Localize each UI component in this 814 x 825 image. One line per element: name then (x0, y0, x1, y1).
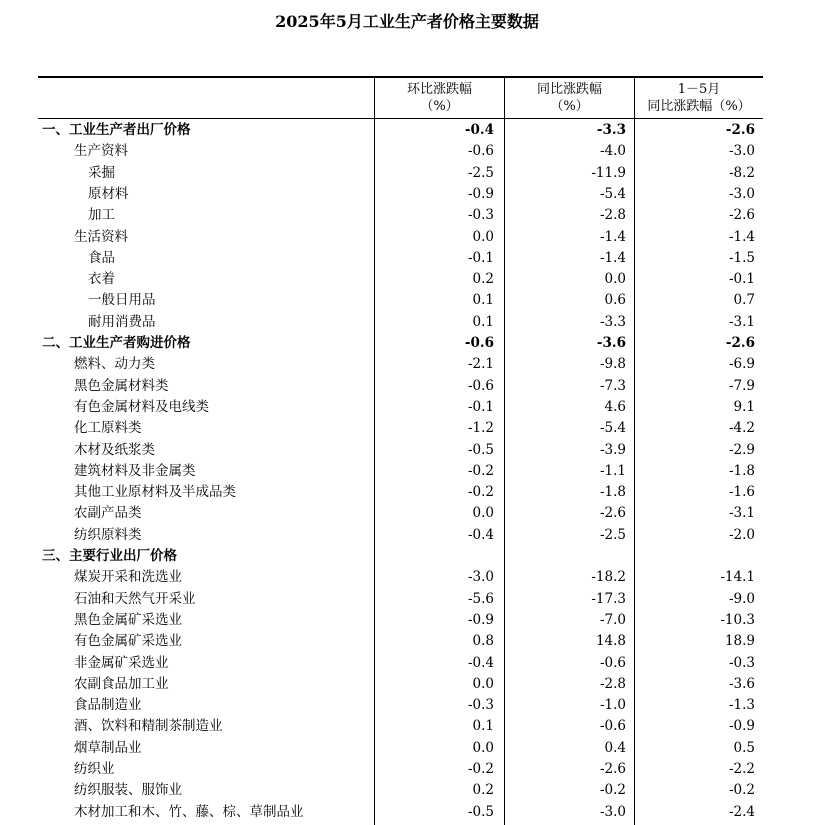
row-mom-value: -0.4 (467, 526, 494, 543)
table-row (38, 716, 763, 737)
row-yoy-value: -11.9 (591, 164, 626, 181)
table-row (38, 227, 763, 248)
row-label: 生活资料 (74, 228, 128, 245)
table-row (38, 312, 763, 333)
row-ytd-value: -1.6 (728, 484, 755, 501)
row-mom-value: 0.0 (472, 739, 494, 756)
table-top-rule (38, 76, 763, 78)
row-yoy-value: 0.0 (604, 271, 626, 288)
row-yoy-value: -1.4 (599, 228, 626, 245)
row-yoy-value: -1.4 (599, 249, 626, 266)
row-ytd-value: -8.2 (728, 164, 755, 181)
row-ytd-value: -7.9 (728, 377, 755, 394)
row-mom-value: 0.1 (472, 313, 494, 330)
row-yoy-value: -0.2 (599, 782, 626, 799)
row-ytd-value: -1.3 (728, 697, 755, 714)
row-yoy-value: -3.6 (596, 335, 626, 351)
row-label: 木材及纸浆类 (74, 441, 155, 458)
row-label: 二、工业生产者购进价格 (42, 335, 191, 351)
row-mom-value: -5.6 (467, 590, 494, 607)
table-row (38, 738, 763, 759)
row-label: 有色金属材料及电线类 (74, 398, 209, 415)
table-row (38, 567, 763, 588)
row-yoy-value: -7.3 (599, 377, 626, 394)
row-mom-value: 0.1 (472, 292, 494, 309)
table-row (38, 525, 763, 546)
table-row (38, 674, 763, 695)
row-mom-value: -3.0 (467, 569, 494, 586)
row-yoy-value: -0.6 (599, 654, 626, 671)
table-row (38, 631, 763, 652)
row-yoy-value: -0.6 (599, 718, 626, 735)
row-ytd-value: 0.5 (733, 739, 755, 756)
table-row (38, 482, 763, 503)
row-mom-value: 0.0 (472, 505, 494, 522)
table-row (38, 205, 763, 226)
row-yoy-value: 4.6 (604, 398, 626, 415)
row-yoy-value: -5.4 (599, 185, 626, 202)
row-yoy-value: -7.0 (599, 611, 626, 628)
row-ytd-value: -0.2 (728, 782, 755, 799)
header-mom-unit: （%） (420, 99, 459, 114)
table-row (38, 141, 763, 162)
row-mom-value: -0.2 (467, 484, 494, 501)
table-row (38, 589, 763, 610)
row-label: 黑色金属矿采选业 (74, 611, 182, 628)
row-label: 非金属矿采选业 (74, 654, 169, 671)
row-label: 原材料 (88, 185, 129, 202)
table-row (38, 397, 763, 418)
row-mom-value: -0.6 (467, 377, 494, 394)
row-ytd-value: -6.9 (728, 356, 755, 373)
row-yoy-value: -3.9 (599, 441, 626, 458)
row-ytd-value: -2.0 (728, 526, 755, 543)
table-row (38, 269, 763, 290)
row-yoy-value: -1.0 (599, 697, 626, 714)
row-label: 煤炭开采和洗选业 (74, 569, 182, 586)
row-ytd-value: -1.8 (728, 462, 755, 479)
row-label: 木材加工和木、竹、藤、棕、草制品业 (74, 803, 304, 820)
row-ytd-value: -3.0 (728, 185, 755, 202)
row-label: 生产资料 (74, 143, 128, 160)
table-row (38, 354, 763, 375)
row-mom-value: 0.0 (472, 675, 494, 692)
row-ytd-value: -10.3 (720, 611, 755, 628)
row-label: 燃料、动力类 (74, 356, 155, 373)
row-label: 建筑材料及非金属类 (74, 462, 196, 479)
row-yoy-value: -2.8 (599, 675, 626, 692)
row-mom-value: -1.2 (467, 420, 494, 437)
row-label: 农副产品类 (74, 505, 142, 522)
row-label: 纺织业 (74, 761, 115, 777)
row-label: 黑色金属材料类 (74, 377, 169, 394)
row-ytd-value: 0.7 (733, 292, 755, 309)
row-label: 一、工业生产者出厂价格 (42, 122, 191, 138)
row-ytd-value: -4.2 (728, 420, 755, 437)
row-label: 农副食品加工业 (74, 675, 169, 692)
row-label: 加工 (88, 207, 115, 224)
row-ytd-value: -14.1 (720, 569, 755, 586)
row-ytd-value: -0.3 (728, 654, 755, 671)
header-mom (375, 81, 504, 115)
row-mom-value: -0.6 (467, 143, 494, 160)
row-yoy-value: -2.6 (599, 505, 626, 522)
row-mom-value: -0.1 (467, 398, 494, 415)
table-row (38, 802, 763, 823)
row-label: 纺织服装、服饰业 (74, 782, 182, 799)
table-row (38, 376, 763, 397)
row-yoy-value: -2.6 (599, 761, 626, 777)
table-row (38, 290, 763, 311)
row-mom-value: -0.5 (467, 441, 494, 458)
row-ytd-value: -1.5 (728, 249, 755, 266)
row-ytd-value: -9.0 (728, 590, 755, 607)
row-yoy-value: -3.3 (596, 122, 626, 138)
header-yoy-title: 同比涨跌幅 (536, 82, 602, 97)
header-ytd-period: 1－5月 (677, 82, 721, 97)
row-ytd-value: 9.1 (733, 398, 755, 415)
table-row (38, 503, 763, 524)
row-yoy-value: -4.0 (599, 143, 626, 160)
table-row (38, 333, 763, 354)
row-label: 耐用消费品 (88, 313, 156, 330)
row-yoy-value: -9.8 (599, 356, 626, 373)
row-ytd-value: -2.4 (728, 803, 755, 820)
table-row (38, 461, 763, 482)
row-mom-value: -0.9 (467, 611, 494, 628)
row-label: 石油和天然气开采业 (74, 590, 196, 607)
row-yoy-value: 0.4 (604, 739, 626, 756)
table-row (38, 695, 763, 716)
row-label: 食品制造业 (74, 697, 142, 714)
row-yoy-value: -5.4 (599, 420, 626, 437)
table-row (38, 653, 763, 674)
row-label: 衣着 (88, 271, 115, 288)
row-label: 烟草制品业 (74, 739, 142, 756)
table-row (38, 610, 763, 631)
row-ytd-value: -2.2 (728, 761, 755, 777)
row-yoy-value: 0.6 (604, 292, 626, 309)
row-label: 一般日用品 (88, 292, 156, 309)
row-ytd-value: -3.6 (728, 675, 755, 692)
row-mom-value: 0.1 (472, 718, 494, 735)
row-ytd-value: -2.9 (728, 441, 755, 458)
table-row (38, 546, 763, 567)
row-mom-value: -0.3 (467, 697, 494, 714)
row-label: 化工原料类 (74, 420, 142, 437)
row-yoy-value: -18.2 (591, 569, 626, 586)
header-yoy-unit: （%） (550, 99, 589, 114)
row-mom-value: 0.2 (472, 271, 494, 288)
row-mom-value: -0.1 (467, 249, 494, 266)
table-row (38, 759, 763, 780)
row-ytd-value: -3.1 (728, 313, 755, 330)
row-mom-value: -0.9 (467, 185, 494, 202)
row-yoy-value: 14.8 (595, 633, 626, 650)
header-ytd-title: 同比涨跌幅（%） (647, 99, 751, 114)
row-mom-value: 0.0 (472, 228, 494, 245)
table-header-rule (38, 118, 763, 119)
row-ytd-value: -1.4 (728, 228, 755, 245)
row-label: 三、主要行业出厂价格 (42, 548, 177, 564)
row-yoy-value: -3.3 (599, 313, 626, 330)
row-ytd-value: -0.9 (728, 718, 755, 735)
row-label: 食品 (88, 249, 115, 266)
header-mom-title: 环比涨跌幅 (406, 82, 472, 97)
row-label: 采掘 (88, 164, 115, 181)
row-mom-value: -0.4 (467, 654, 494, 671)
row-ytd-value: -3.0 (728, 143, 755, 160)
row-ytd-value: -2.6 (725, 122, 755, 138)
table-row (38, 120, 763, 141)
row-mom-value: -2.1 (467, 356, 494, 373)
row-yoy-value: -2.5 (599, 526, 626, 543)
row-ytd-value: -0.1 (728, 271, 755, 288)
row-mom-value: -0.2 (467, 462, 494, 479)
table-row (38, 780, 763, 801)
table-row (38, 440, 763, 461)
row-mom-value: -0.6 (464, 335, 494, 351)
header-ytd (635, 81, 763, 115)
row-label: 纺织原料类 (74, 526, 142, 543)
row-label: 酒、饮料和精制茶制造业 (74, 718, 223, 735)
row-mom-value: -0.5 (467, 803, 494, 820)
row-yoy-value: -1.1 (599, 462, 626, 479)
row-ytd-value: -2.6 (728, 207, 755, 224)
row-mom-value: -0.4 (464, 122, 494, 138)
row-ytd-value: -2.6 (725, 335, 755, 351)
table-row (38, 248, 763, 269)
row-mom-value: -0.3 (467, 207, 494, 224)
row-yoy-value: -1.8 (599, 484, 626, 501)
table-row (38, 418, 763, 439)
header-yoy (505, 81, 634, 115)
row-mom-value: -0.2 (467, 761, 494, 777)
table-row (38, 184, 763, 205)
row-yoy-value: -2.8 (599, 207, 626, 224)
page-title: 2025年5月工业生产者价格主要数据 (275, 12, 539, 31)
row-mom-value: 0.2 (472, 782, 494, 799)
row-label: 有色金属矿采选业 (74, 633, 182, 650)
row-mom-value: -2.5 (467, 164, 494, 181)
row-yoy-value: -17.3 (591, 590, 626, 607)
row-ytd-value: 18.9 (724, 633, 755, 650)
row-mom-value: 0.8 (472, 633, 494, 650)
row-label: 其他工业原材料及半成品类 (74, 484, 236, 501)
row-ytd-value: -3.1 (728, 505, 755, 522)
row-yoy-value: -3.0 (599, 803, 626, 820)
table-row (38, 163, 763, 184)
